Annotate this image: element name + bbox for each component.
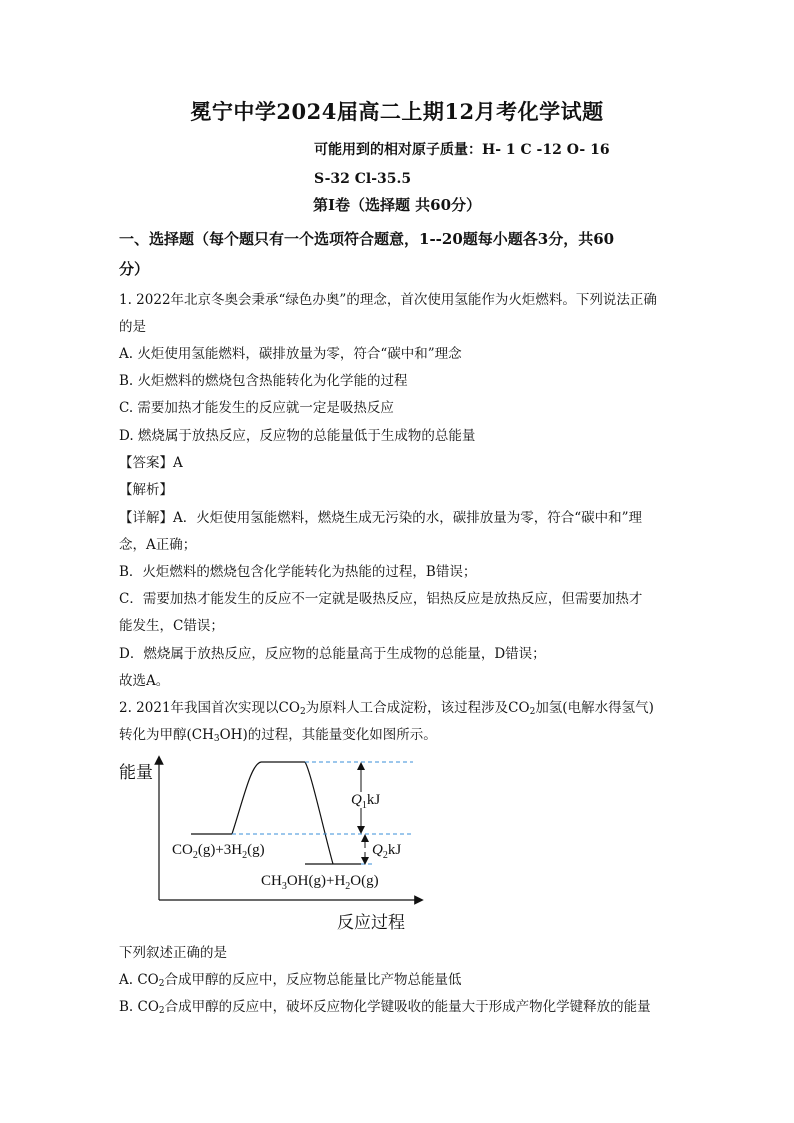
q1-stem-line-1: 1. 2022年北京冬奥会秉承“绿色办奥”的理念，首次使用氢能作为火炬燃料。下列说法正确	[119, 292, 657, 308]
q1-option-d: D. 燃烧属于放热反应，反应物的总能量低于生成物的总能量	[119, 428, 476, 444]
q2-prompt: 下列叙述正确的是	[119, 945, 227, 961]
product-label: $CH_3OH(g)+H_2O(g)$	[261, 873, 379, 892]
x-axis-label: 反应过程	[337, 913, 405, 932]
q1-energy-label: $Q_1kJ$	[351, 792, 381, 811]
q2-stem-line-1: 2. 2021年我国首次实现以$CO_2$为原料人工合成淀粉，该过程涉及$CO_2$加氢(电解水得氢气)	[119, 700, 654, 717]
q1-option-b: B. 火炬燃料的燃烧包含热能转化为化学能的过程	[119, 373, 408, 389]
q1-answer: 【答案】A	[119, 455, 183, 471]
atomic-masses-line-1: 可能用到的相对原子质量：H- 1 C -12 O- 16	[314, 142, 610, 158]
q1-detail-line-3: B．火炬燃料的燃烧包含化学能转化为热能的过程，B错误；	[119, 564, 477, 580]
section-heading-line-2: 分）	[119, 260, 150, 278]
q1-detail-line-4: C．需要加热才能发生的反应不一定就是吸热反应，铝热反应是放热反应，但需要加热才	[119, 591, 643, 607]
q1-stem-line-2: 的是	[119, 319, 146, 335]
part-title: 第I卷（选择题 共60分）	[312, 196, 482, 214]
section-heading-line-1: 一、选择题（每个题只有一个选项符合题意，1--20题每小题各3分，共60	[119, 230, 615, 248]
q1-detail-line-5: 能发生，C错误；	[119, 618, 224, 634]
q1-analysis-label: 【解析】	[119, 482, 173, 498]
page-title: 冕宁中学2024届高二上期12月考化学试题	[190, 99, 604, 124]
q1-option-c: C. 需要加热才能发生的反应就一定是吸热反应	[119, 400, 394, 416]
q1-detail-line-6: D．燃烧属于放热反应，反应物的总能量高于生成物的总能量，D错误；	[119, 646, 546, 662]
q2-option-a: A. $CO_2$合成甲醇的反应中，反应物总能量比产物总能量低	[119, 972, 462, 989]
reactant-label: $CO_2(g)+3H_2(g)$	[172, 842, 265, 861]
q1-detail-line-2: 念，A正确；	[119, 537, 197, 553]
q2-stem-line-2: 转化为甲醇$(CH_3OH)$的过程，其能量变化如图所示。	[119, 727, 437, 744]
q2-energy-label: $Q_2kJ$	[372, 842, 402, 861]
energy-diagram	[119, 752, 429, 942]
q1-option-a: A. 火炬使用氢能燃料，碳排放量为零，符合“碳中和”理念	[119, 346, 462, 362]
q1-detail-line-7: 故选A。	[119, 673, 170, 689]
atomic-masses-line-2: S-32 Cl-35.5	[314, 171, 412, 187]
q2-option-b: B. $CO_2$合成甲醇的反应中，破坏反应物化学键吸收的能量大于形成产物化学键释放的能量	[119, 999, 651, 1016]
y-axis-label: 能量	[119, 763, 153, 782]
q1-detail-line-1: 【详解】A．火炬使用氢能燃料，燃烧生成无污染的水，碳排放量为零，符合“碳中和”理	[119, 510, 643, 526]
